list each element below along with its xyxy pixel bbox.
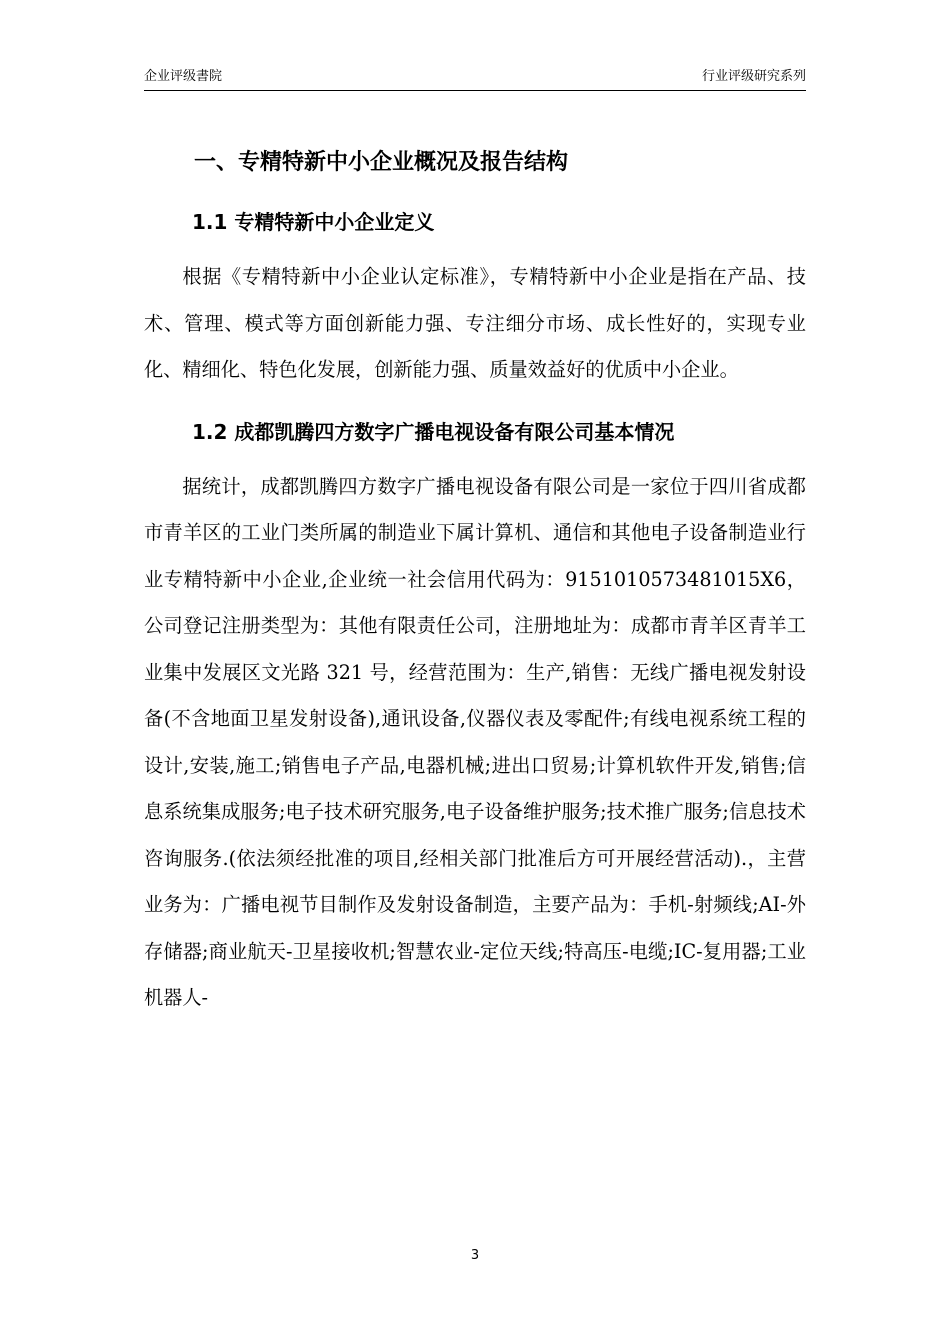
page-number: 3 — [470, 1248, 480, 1263]
section-1-2-paragraph: 据统计，成都凯腾四方数字广播电视设备有限公司是一家位于四川省成都市青羊区的工业门类所属的制造业下属计算机、通信和其他电子设备制造业行业专精特新中小企业,企业统一社会信用代码为：9151010573481015X6，公司登记注册类型为：其他有限责任公司，注册地址为：成都市青羊区青羊工业集中发展区文光路 321 号，经营范围为：生产,销售：无线广播电视发射设备(不含地面卫星发射设备),通讯设备,仪器仪表及零配件;有线电视系统工程的设计,安装,施工;销售电子产品,电器机械;进出口贸易;计算机软件开发,销售;信息系统集成服务;电子技术研究服务,电子设备维护服务;技术推广服务;信息技术咨询服务.(依法须经批准的项目,经相关部门批准后方可开展经营活动).，主营业务为：广播电视节目制作及发射设备制造，主要产品为：手机-射频线;AI-外存储器;商业航天-卫星接收机;智慧农业-定位天线;特高压-电缆;IC-复用器;工业机器人- — [144, 474, 806, 1009]
document-body — [144, 140, 806, 1022]
section-1-heading: 一、专精特新中小企业概况及报告结构 — [194, 150, 569, 175]
section-1-2-heading: 1.2 成都凯腾四方数字广播电视设备有限公司基本情况 — [192, 419, 675, 444]
section-1-1-paragraph: 根据《专精特新中小企业认定标准》，专精特新中小企业是指在产品、技术、管理、模式等方面创新能力强、专注细分市场、成长性好的，实现专业化、精细化、特色化发展，创新能力强、质量效益好的优质中小企业。 — [144, 265, 806, 381]
section-1-1-heading: 1.1 专精特新中小企业定义 — [192, 210, 435, 234]
page-header — [144, 68, 806, 91]
header-right-title: 行业评级研究系列 — [701, 69, 806, 84]
header-left-title: 企业评级書院 — [144, 69, 223, 84]
